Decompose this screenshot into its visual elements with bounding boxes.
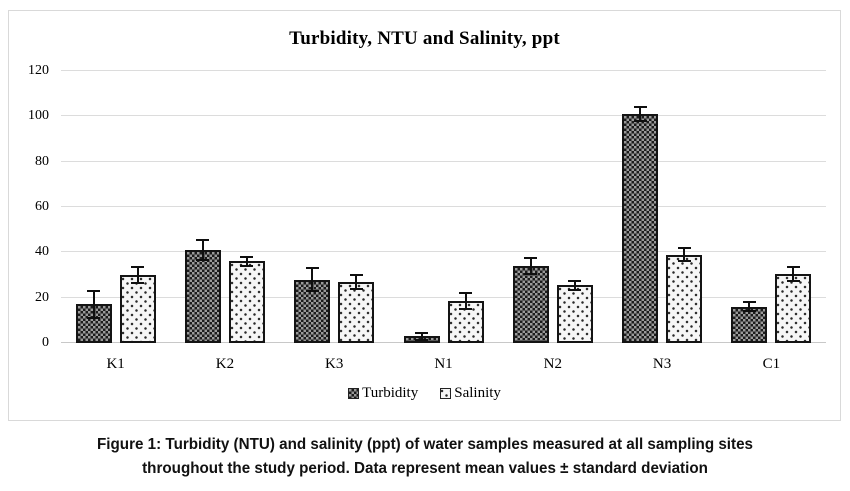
error-bar-cap (743, 301, 756, 303)
error-bar-cap (459, 292, 472, 294)
error-bar-cap (459, 308, 472, 310)
bar-salinity-n3 (666, 255, 702, 343)
gridline (61, 297, 826, 298)
turbidity-swatch-icon (348, 388, 359, 399)
error-bar-cap (634, 120, 647, 122)
error-bar (683, 248, 685, 262)
gridline (61, 115, 826, 116)
error-bar-cap (634, 106, 647, 108)
x-axis-tick-label: C1 (762, 356, 781, 372)
error-bar-cap (196, 239, 209, 241)
legend-label: Salinity (454, 385, 501, 401)
y-axis-tick-label: 60 (35, 199, 49, 214)
error-bar-cap (787, 266, 800, 268)
caption-line-2: throughout the study period. Data represent mean values ± standard deviation (142, 460, 708, 477)
gridline (61, 161, 826, 162)
error-bar-cap (743, 310, 756, 312)
error-bar-cap (350, 288, 363, 290)
plot-area (61, 71, 826, 343)
error-bar-cap (87, 290, 100, 292)
y-axis-tick-label: 100 (28, 108, 49, 124)
error-bar-cap (678, 260, 691, 262)
error-bar-cap (524, 273, 537, 275)
error-bar-cap (568, 280, 581, 282)
error-bar-cap (415, 332, 428, 334)
y-axis (9, 63, 51, 350)
error-bar-cap (306, 290, 319, 292)
figure-caption (21, 433, 829, 481)
error-bar-cap (568, 289, 581, 291)
error-bar-cap (240, 265, 253, 267)
y-axis-tick-label: 80 (35, 153, 49, 169)
bar-salinity-c1 (775, 274, 811, 343)
error-bar (639, 107, 641, 121)
error-bar-cap (678, 247, 691, 249)
chart-title: Turbidity, NTU and Salinity, ppt (289, 28, 560, 49)
error-bar-cap (350, 274, 363, 276)
bar-turbidity-n2 (513, 266, 549, 343)
legend (9, 385, 840, 402)
error-bar-cap (131, 282, 144, 284)
error-bar-cap (131, 266, 144, 268)
bar-turbidity-k2 (185, 250, 221, 343)
x-axis (9, 352, 842, 376)
error-bar-cap (196, 259, 209, 261)
salinity-swatch-icon (440, 388, 451, 399)
error-bar (137, 267, 139, 283)
error-bar (792, 267, 794, 281)
error-bar-cap (787, 280, 800, 282)
error-bar-cap (87, 317, 100, 319)
legend-label: Turbidity (362, 385, 419, 401)
gridline (61, 206, 826, 207)
x-axis-tick-label: K3 (325, 356, 344, 372)
error-bar (465, 293, 467, 309)
chart-frame (8, 10, 841, 421)
error-bar-cap (240, 256, 253, 258)
x-axis-tick-label: N1 (434, 356, 453, 372)
bar-salinity-k2 (229, 261, 265, 343)
error-bar (311, 268, 313, 291)
bar-salinity-k3 (338, 282, 374, 343)
caption-line-1: Figure 1: Turbidity (NTU) and salinity (ppt) of water samples measured at all sampling sites (97, 436, 753, 453)
x-axis-tick-label: N3 (652, 356, 672, 372)
y-axis-tick-label: 120 (28, 63, 49, 78)
gridline (61, 342, 826, 343)
error-bar-cap (306, 267, 319, 269)
bar-turbidity-n3 (622, 114, 658, 343)
bar-salinity-n2 (557, 285, 593, 343)
x-axis-tick-label: N2 (543, 356, 562, 372)
gridline (61, 251, 826, 252)
legend-entry-turbidity (348, 385, 418, 402)
legend-entry-salinity (440, 385, 501, 402)
error-bar (202, 240, 204, 260)
y-axis-tick-label: 20 (35, 289, 49, 305)
y-axis-tick-label: 0 (42, 335, 49, 350)
gridline (61, 70, 826, 71)
error-bar (530, 258, 532, 274)
x-axis-tick-label: K1 (106, 356, 125, 372)
error-bar (93, 291, 95, 318)
y-axis-tick-label: 40 (35, 244, 49, 260)
x-axis-tick-label: K2 (215, 356, 235, 372)
bar-salinity-k1 (120, 275, 156, 343)
error-bar-cap (415, 339, 428, 341)
error-bar (355, 275, 357, 289)
error-bar-cap (524, 257, 537, 259)
